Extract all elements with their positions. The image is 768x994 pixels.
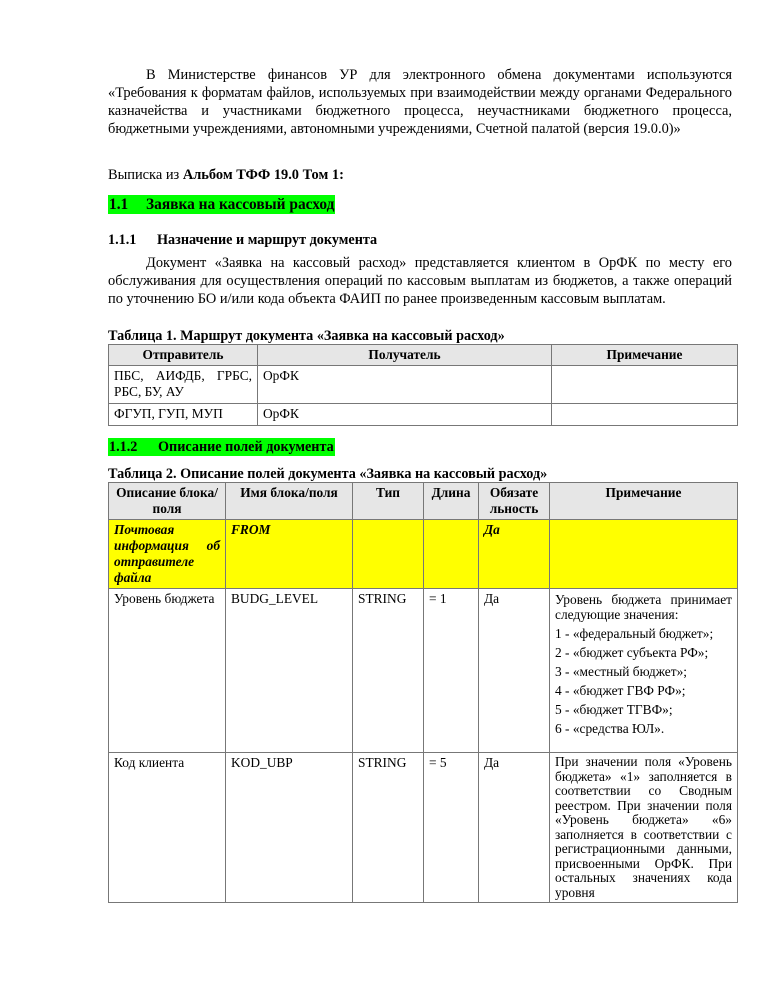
table-cell: Да — [479, 520, 550, 589]
purpose-text: Документ «Заявка на кассовый расход» представляется клиентом в ОрФК по месту его обслуживания для осуществления операций по кассовым выплатам из бюджетов, а также операций по уточнению БО и/или кода объекта ФАИП по ранее произведенным кассовым выплатам. — [108, 255, 732, 307]
note-item: 1 - «федеральный бюджет»; — [555, 626, 714, 641]
table-row — [109, 589, 738, 753]
intro-text: В Министерстве финансов УР для электронного обмена документами используются «Требования к форматам файлов, используемых при взаимодействии между органами Федерального казначейства и участниками бюджетного процесса, неучастниками бюджетного процесса, бюджетными учреждениями, автономными учреждениями, Счетной палатой (версия 19.0.0)» — [108, 67, 732, 137]
table-cell: STRING — [353, 753, 424, 903]
table-row — [109, 404, 738, 426]
table-header-row — [109, 345, 738, 366]
table-cell: = 1 — [424, 589, 479, 753]
section-number: 1.1 — [109, 196, 129, 213]
table2-caption: Таблица 2. Описание полей документа «Заявка на кассовый расход» — [108, 466, 548, 482]
table-cell: BUDG_LEVEL — [226, 589, 353, 753]
intro-paragraph — [108, 66, 732, 138]
note-item: 6 - «средства ЮЛ». — [555, 721, 665, 736]
note-item: 4 - «бюджет ГВФ РФ»; — [555, 683, 686, 698]
header-type: Тип — [353, 483, 424, 520]
table-cell-note: При значении поля «Уровень бюджета» «1» заполняется в соответствии со Сводным реестром. При значении поля «Уровень бюджета» «6» заполняется в соответствии с регистрационными данными, присвоенными ОрФК. При остальных значениях кода уровня — [550, 753, 738, 903]
excerpt-prefix: Выписка из — [108, 167, 183, 183]
table-cell: ПБС, АИФДБ, ГРБС, РБС, БУ, АУ — [109, 366, 258, 404]
section-number: 1.1.1 — [108, 232, 137, 248]
table-cell: FROM — [226, 520, 353, 589]
table-row — [109, 366, 738, 404]
section-title: Назначение и маршрут документа — [157, 232, 378, 248]
header-note: Примечание — [550, 483, 738, 520]
table1-caption: Таблица 1. Маршрут документа «Заявка на кассовый расход» — [108, 328, 505, 344]
table-cell: Да — [479, 589, 550, 753]
table-cell: Почтовая информация об отправителе файла — [109, 520, 226, 589]
header-note: Примечание — [552, 345, 738, 366]
table-cell — [550, 520, 738, 589]
table-cell: STRING — [353, 589, 424, 753]
section-heading-1-1-1 — [108, 232, 377, 249]
header-length: Длина — [424, 483, 479, 520]
table-row — [109, 753, 738, 903]
table-cell — [552, 404, 738, 426]
table-cell — [424, 520, 479, 589]
table-cell: KOD_UBP — [226, 753, 353, 903]
table-row — [109, 520, 738, 589]
header-name: Имя блока/поля — [226, 483, 353, 520]
table-cell — [552, 366, 738, 404]
table-cell: ОрФК — [258, 404, 552, 426]
header-sender: Отправитель — [109, 345, 258, 366]
table-cell: Код клиента — [109, 753, 226, 903]
note-item: 3 - «местный бюджет»; — [555, 664, 688, 679]
header-recipient: Получатель — [258, 345, 552, 366]
header-required: Обязате льность — [479, 483, 550, 520]
table-cell: ОрФК — [258, 366, 552, 404]
table-cell — [353, 520, 424, 589]
route-table — [108, 344, 738, 426]
excerpt-source: Альбом ТФФ 19.0 Том 1: — [182, 167, 344, 183]
section-number: 1.1.2 — [109, 439, 138, 455]
table-cell: = 5 — [424, 753, 479, 903]
fields-table — [108, 482, 738, 903]
section-heading-1-1-2 — [108, 439, 335, 456]
excerpt-line — [108, 167, 344, 184]
section-title: Заявка на кассовый расход — [146, 196, 335, 213]
table-cell-note — [550, 589, 738, 753]
note-item: 5 - «бюджет ТГВФ»; — [555, 702, 673, 717]
purpose-paragraph — [108, 254, 732, 308]
section-title: Описание полей документа — [158, 439, 334, 455]
table-cell: Уровень бюджета — [109, 589, 226, 753]
section-heading-1-1 — [108, 196, 335, 214]
table-header-row — [109, 483, 738, 520]
note-item: 2 - «бюджет субъекта РФ»; — [555, 645, 709, 660]
table-cell: ФГУП, ГУП, МУП — [109, 404, 258, 426]
note-head: Уровень бюджета принимает следующие значения: — [555, 592, 732, 622]
table-cell: Да — [479, 753, 550, 903]
header-desc: Описание блока/поля — [109, 483, 226, 520]
